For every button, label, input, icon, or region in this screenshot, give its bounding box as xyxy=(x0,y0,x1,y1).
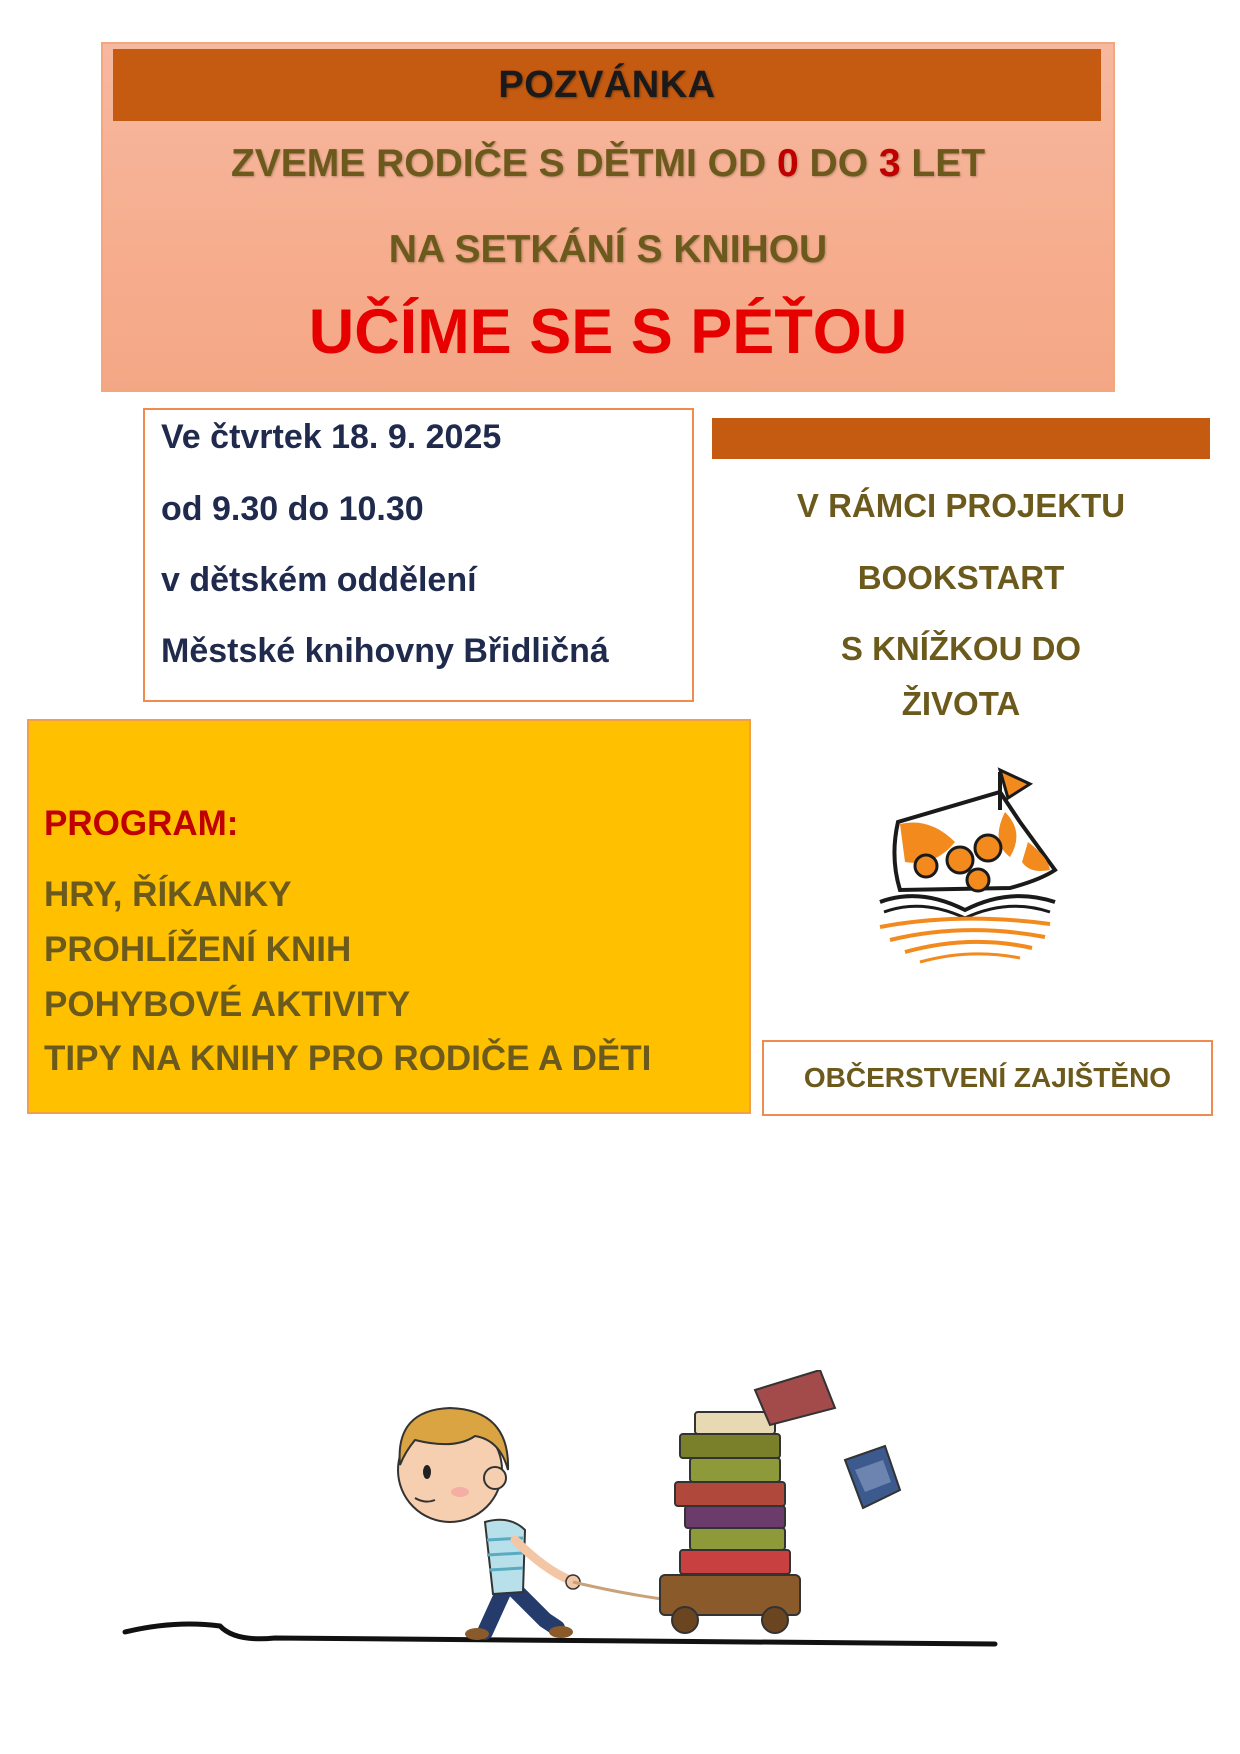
event-place: v dětském oddělení xyxy=(161,561,477,599)
project-line-3: S KNÍŽKOU DO xyxy=(840,630,1082,667)
age-from: 0 xyxy=(776,142,799,185)
program-title: PROGRAM: xyxy=(44,804,239,843)
project-bar xyxy=(712,418,1210,459)
project-line-2: BOOKSTART xyxy=(857,559,1065,596)
program-item: TIPY NA KNIHY PRO RODIČE A DĚTI xyxy=(44,1039,652,1078)
invitation-subtitle: NA SETKÁNÍ S KNIHOU xyxy=(388,228,828,271)
program-item: POHYBOVÉ AKTIVITY xyxy=(44,985,411,1024)
boy-pulling-cart-illustration xyxy=(115,1370,1100,1660)
bookstart-logo xyxy=(860,762,1070,982)
event-time: od 9.30 do 10.30 xyxy=(161,490,424,528)
program-item: HRY, ŘÍKANKY xyxy=(44,875,292,914)
program-item: PROHLÍŽENÍ KNIH xyxy=(44,930,352,969)
event-library: Městské knihovny Břidličná xyxy=(161,632,609,670)
age-to: 3 xyxy=(878,142,901,185)
event-date: Ve čtvrtek 18. 9. 2025 xyxy=(161,418,502,456)
project-line-1: V RÁMCI PROJEKTU xyxy=(796,487,1126,524)
event-name: UČÍME SE S PÉŤOU xyxy=(308,297,908,367)
project-line-4: ŽIVOTA xyxy=(901,685,1021,722)
invitation-audience: ZVEME RODIČE S DĚTMI OD 0 DO 3 LET xyxy=(230,142,986,185)
refreshments-note: OBČERSTVENÍ ZAJIŠTĚNO xyxy=(803,1062,1172,1093)
invitation-title: POZVÁNKA xyxy=(498,64,716,106)
